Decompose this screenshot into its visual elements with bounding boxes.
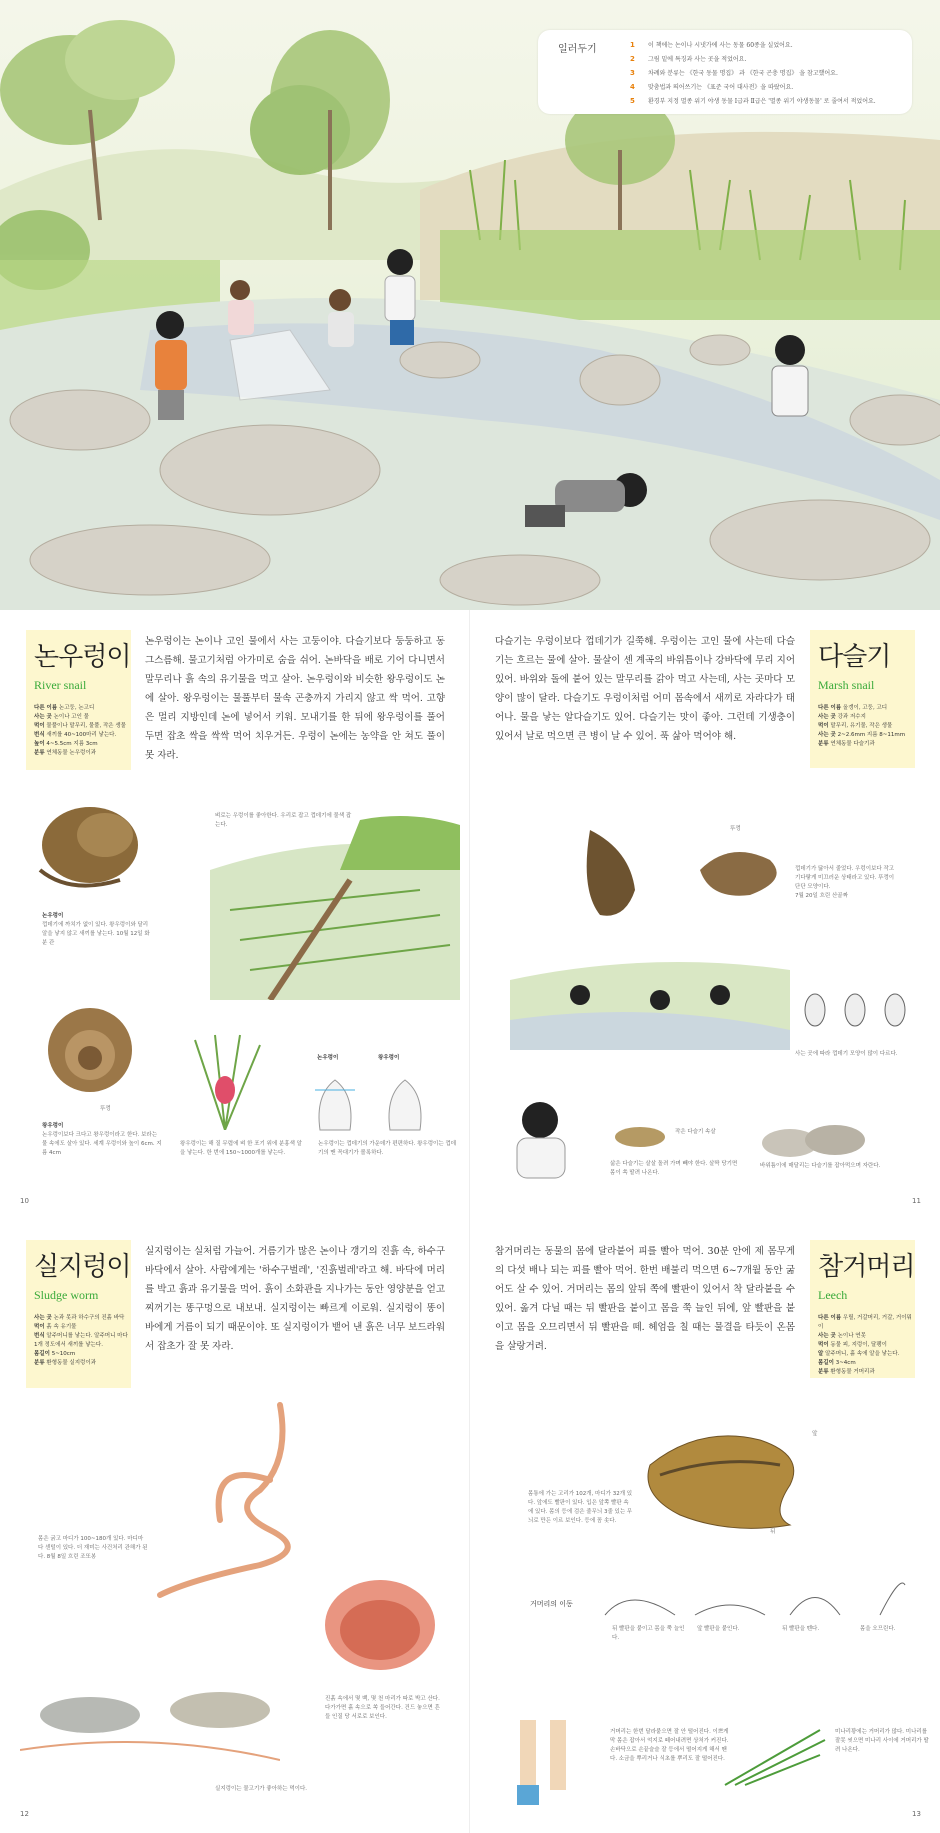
species-info: 다른 이름 올갱이, 고둥, 고디 사는 곳 강과 저수지 먹이 말무리, 유기물, 작은 생물 사는 곳 2~2.6mm 지름 8~11mm 분류 연체동물 다슬기과 <box>818 705 906 747</box>
label-operculum: 뚜껑 <box>730 826 741 832</box>
species-description: 실지렁이는 실처럼 가늘어. 거름기가 많은 논이나 갱기의 진흙 속, 하수구 바닥에서 살아. 사람에게는 '하수구벌레', '진흙벌레'라고 해. 바닥에 머리를 박고 흙과 유기물을 먹어. 흙이 소화관을 지나가는 동안 영양분을 얻고 찌꺼기는 똥구멍으로 내보내. 실지렁이는 빠르게 이로워. 실지렁이 똥이 바에게 거름이 되기 때문이야. 또 실지렁이가 뱉어 낸 흙은 너무 보드라워서 잡초가 잘 못 자라. <box>145 1246 445 1352</box>
species-description: 참거머리는 동물의 몸에 달라붙어 피를 빨아 먹어. 30분 안에 제 몸무게의 다섯 배나 되는 피를 빨아 먹어. 한번 배불리 먹으면 6~7개월 동안 굶어도 살 수 있어. 거머리는 몸의 앞뒤 쪽에 빨판이 있어서 착 달라붙을 수 있어. 옮겨 다닐 때는 뒤 빨판을 붙이고 몸을 쭉 늘인 뒤에, 앞 빨판을 붙이고 몸을 오므리면서 뒤 빨판을 떼. 헤엄을 칠 때는 물결을 타듯이 온몸을 살랑거려. <box>495 1246 795 1352</box>
water-parsley-illustration <box>720 1720 830 1790</box>
legend-box <box>538 30 912 114</box>
compare-label-a: 논우렁이 <box>317 1055 339 1061</box>
species-description: 논우렁이는 논이나 고인 물에서 사는 고둥이야. 다슬기보다 둥둥하고 동그스름해. 물고기처럼 아가미로 숨을 쉬어. 논바닥을 배로 기어 다니면서 말무리나 흙 속의 유기물을 먹고 살아. 논우렁이와 비슷한 왕우렁이도 논에 살아. 왕우렁이는 물풀부터 물속 곤충까지 가리지 않고 싹 먹어. 고향은 멀리 지방인데 논에 넣어서 키워. 모내기를 한 뒤에 왕우렁이를 풀어 두면 잡초 싹을 싹싹 먹어 치우거든. 우렁이 논에는 농약을 안 쳐도 풀이 못 자라. <box>145 636 445 761</box>
marsh-snail-side-illustration <box>690 830 800 910</box>
caption-leech: 몸통에 가는 고리가 102개, 마디가 32개 있다. 앞에도 빨판이 있다. 입은 앞쪽 빨판 속에 있다. 몸의 등에 검은 줄무늬 3줄 있는 무늬로 만든 이르 보인다. 등에 꼼 솟다. <box>528 1491 633 1524</box>
movement-step: 앞 빨판을 붙인다. <box>697 1626 740 1632</box>
caption-eggs: 왕우렁이는 해 질 무렵에 벼 한 포기 위에 분홍색 알을 낳는다. 한 번에 150~1000개를 낳는다. <box>180 1141 302 1156</box>
caption-rocks: 바위틈이에 매달리는 다슬기를 잡아먹으며 자란다. <box>760 1163 881 1169</box>
legend-item: 4 맞춤법과 띄어쓰기는 《표준 국어 대사전》을 따랐어요. <box>630 83 794 91</box>
caption-compare: 논우렁이는 껍데기의 가운데가 편편하다. 왕우렁이는 껍데기의 맨 꼭대기가 볼록하다. <box>318 1141 457 1156</box>
caption-apple-snail: 왕우렁이 논우렁이보다 크다고 왕우렁이라고 한다. 보라는 물 속에도 살아 있다. 세계 우렁이와 높이 6cm. 지름 4cm <box>42 1123 162 1156</box>
rocks-illustration <box>760 1115 870 1160</box>
apple-snail-illustration <box>40 1000 140 1100</box>
species-card-leech <box>810 1240 915 1378</box>
species-english-name: Sludge worm <box>34 1288 99 1302</box>
child-eating-illustration <box>505 1100 575 1180</box>
page-number: 13 <box>912 1810 921 1818</box>
legend-item: 3 차례와 분류는 《한국 동물 명집》 과 《한국 곤충 명집》 을 참고했어요. <box>630 69 838 77</box>
caption-fish: 실지렁이는 물고기가 좋아하는 먹이다. <box>215 1786 308 1792</box>
leech-movement-illustration <box>600 1575 920 1620</box>
compare-label-b: 왕우렁이 <box>378 1055 400 1061</box>
species-info: 사는 곳 논과 못과 하수구의 진흙 바닥 먹이 흙 속 유기물 번식 알주머니를 낳는다. 알주머니 마다 1개 정도에서 새끼를 낳는다. 몸길이 5~10cm 분류 환형동물 실지렁이과 <box>34 1315 128 1366</box>
leech-illustration <box>640 1425 810 1535</box>
species-english-name: Leech <box>818 1288 848 1302</box>
label-operculum: 뚜껑 <box>100 1106 111 1112</box>
sludge-worm-illustration <box>150 1400 330 1600</box>
hero-illustration <box>0 0 940 610</box>
species-english-name: River snail <box>34 678 87 692</box>
species-name: 실지렁이 <box>34 1252 131 1282</box>
species-card-marsh-snail <box>810 630 915 768</box>
movement-step: 뒤 빨판을 붙이고 몸을 쭉 늘인다. <box>612 1626 685 1641</box>
fish-eating-worms-illustration <box>20 1670 280 1770</box>
caption-worm-cluster: 진흙 속에서 몇 백, 몇 천 마리가 따로 박고 산다. 다가가면 흙 속으로 쏙 들어간다. 건드 놓으면 흔들 인질 당 서로로 보인다. <box>325 1696 440 1720</box>
species-name: 참거머리 <box>818 1252 915 1282</box>
worm-cluster-illustration <box>320 1570 440 1680</box>
river-snail-illustration <box>30 800 140 895</box>
shell-comparison-illustration <box>310 1075 440 1135</box>
legend-title: 일러두기 <box>558 44 597 55</box>
rice-stalk-eggs-illustration <box>185 1030 265 1130</box>
leech-movement-title: 거머리의 이동 <box>530 1600 573 1608</box>
caption-water-parsley: 미나리꽝에는 거머리가 많다. 미나리를 잘못 씻으면 미나리 사이에 거머리가 딸려 나온다. <box>835 1729 929 1753</box>
shell-variety-illustration <box>800 990 910 1030</box>
caption-river-snail: 논우렁이 껍데기에 까치가 없이 있다. 왕우렁이와 달리 알을 낳지 않고 새끼를 낳는다. 10월 12일 화분 관 <box>42 913 150 946</box>
page-number: 10 <box>20 1197 29 1205</box>
caption-rice-paddy: 벼로는 우렁이를 좋아한다. 우리로 잡고 껍데기에 물색 잡는다. <box>215 813 352 828</box>
legend-item: 5 환경부 지정 멸종 위기 야생 동물 Ⅰ급과 Ⅱ급은 '멸종 위기 야생동물' 로 줄여서 적었어요. <box>630 97 876 105</box>
caption-snail-meat: 작은 다슬기 속살 <box>675 1129 716 1135</box>
caption-legs: 거머리는 한번 달라붙으면 잘 안 떨어진다. 이쁘게 막 몸은 잡아서 억지로 떼어내려면 상처가 커진다. 손바닥으로 손끝슬슬 잘 등에서 떨어지게 해서 땐다. 소금을 뿌리거나 식초를 뿌리도 잘 떨어진다. <box>610 1729 729 1762</box>
rice-paddy-illustration <box>210 810 460 1000</box>
legs-in-water-illustration <box>505 1720 595 1810</box>
species-english-name: Marsh snail <box>818 678 875 692</box>
kids-stream-illustration <box>510 950 790 1050</box>
page-number: 11 <box>912 1197 921 1205</box>
legend-item: 2 그림 밑에 특징과 사는 곳을 적었어요. <box>630 55 747 63</box>
species-info: 다른 이름 우릴, 거갈머리, 거갈, 거이뭐이 사는 곳 논이나 연못 먹이 동물 피, 지렁이, 달팽이 알 알주머니, 흙 속에 알을 낳는다. 몸길이 3~4cm 분류 환형동물 거머리과 <box>818 1315 912 1375</box>
species-info: 다른 이름 논고둥, 논고디 사는 곳 논이나 고인 물 먹이 물풀이나 말무리, 물풀, 작은 생물 번식 새끼를 40~100마리 낳는다. 높이 4~5.5cm 지름 3cm 분류 연체동물 논우렁이과 <box>34 705 126 756</box>
species-name: 논우렁이 <box>34 642 131 672</box>
legend-item: 1 이 책에는 논이나 시냇가에 사는 동물 60종을 실었어요. <box>630 41 793 49</box>
species-description: 다슬기는 우렁이보다 껍데기가 길쭉해. 우렁이는 고인 물에 사는데 다슬기는 흐르는 물에 살아. 물살이 센 계곡의 바위틈이나 강바닥에 무리 지어 있어. 바위와 돌에 붙어 있는 말무리를 갉아 먹고 사는데, 사는 곳마다 모양이 많이 달라. 다슬기도 우렁이처럼 어미 몸속에서 새끼로 자라다가 태어나. 물을 낳는 알다슬기도 있어. 다슬기는 맛이 좋아. 그런데 기생충이 있어서 날로 먹으면 큰 병이 날 수 있어. 푹 삶아 먹어야 해. <box>495 636 795 742</box>
caption-marsh-snail: 껍데기가 닳아서 줄었다. 우렁이보다 작고 기다랗게 미끄러운 상태라고 있다. 뚜껑이 단단 모양이다. 7월 20일 흐린 산골짜 <box>795 866 895 899</box>
label-back: 뒤 <box>770 1529 776 1535</box>
label-front: 앞 <box>812 1431 818 1437</box>
caption-child: 삶은 다슬기는 살살 돌려 가며 빼야 한다. 살짝 당기면 몸이 쏙 딸려 나온다. <box>610 1161 738 1176</box>
marsh-snail-illustration <box>570 820 650 930</box>
page-number: 12 <box>20 1810 29 1818</box>
species-card-sludge-worm <box>26 1240 131 1388</box>
caption-shell-variety: 사는 곳에 따라 껍데기 모양이 많이 다르다. <box>795 1051 898 1057</box>
snail-meat-illustration <box>610 1122 670 1152</box>
movement-step: 몸을 오므린다. <box>860 1626 896 1632</box>
movement-step: 뒤 빨판을 뗀다. <box>782 1626 820 1632</box>
species-name: 다슬기 <box>818 642 891 672</box>
caption-sludge-worm: 몸은 굵고 마디가 100~180개 있다. 마디마다 센털이 있다. 더 재미는 사건처리 관해가 된다. 8월 8일 흐린 조또봉 <box>38 1536 148 1560</box>
species-card-river-snail <box>26 630 131 770</box>
